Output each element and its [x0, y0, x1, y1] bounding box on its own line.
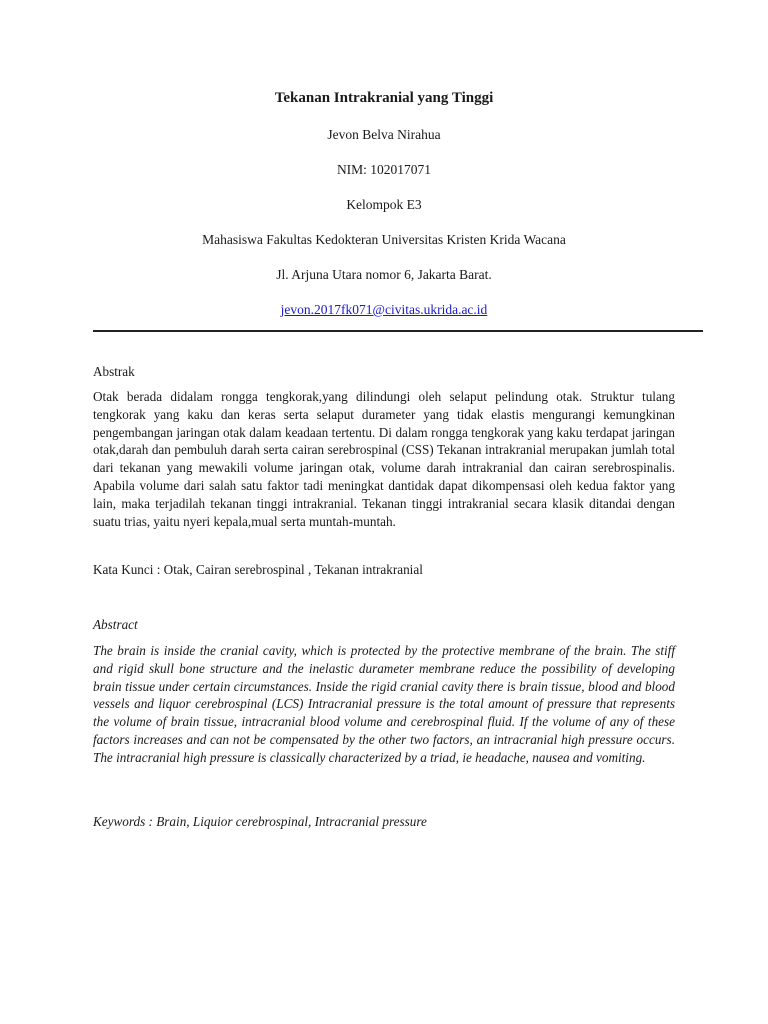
- student-id: NIM: 102017071: [336, 162, 432, 177]
- abstrak-body: Otak berada didalam rongga tengkorak,yang dilindungi oleh selaput pelindung otak. Struktur tulang tengkorak yang kaku dan keras serta selaput durameter yang tidak elastis mengurangi kemungkinan pengembangan jaringan otak dalam keadaan tertentu. Di dalam rongga tengkorak yang kaku terdapat jaringan otak,darah dan pembuluh darah serta cairan serebrospinal (CSS) Tekanan intrakranial merupakan jumlah total dari tekanan yang mewakili volume jaringan otak, volume darah intrakranial dan cairan serebrospinalis. Apabila volume dari salah satu faktor tadi meningkat dantidak dapat dikompensasi oleh kedua faktor yang lain, maka terjadilah tekanan tinggi intrakranial. Tekanan tinggi intrakranial secara klasik ditandai dengan suatu trias, yaitu nyeri kepala,mual serta muntah-muntah.: [93, 389, 675, 529]
- header-divider: [93, 330, 703, 332]
- author-email-link[interactable]: jevon.2017fk071@civitas.ukrida.ac.id: [280, 302, 488, 317]
- paper-title: Tekanan Intrakranial yang Tinggi: [274, 90, 494, 106]
- author-email-line: [0, 302, 768, 318]
- abstrak-heading: Abstrak: [93, 364, 135, 379]
- abstract-body: The brain is inside the cranial cavity, which is protected by the protective membrane of the brain. The stiff and rigid skull bone structure and the inelastic durameter membrane reduce the possibility of developing brain tissue under certain circumstances. Inside the rigid cranial cavity there is brain tissue, blood and blood vessels and liquor cerebrospinal (LCS) Intracranial pressure is the total amount of pressure that represents the volume of brain tissue, intracranial blood volume and cerebrospinal fluid. If the volume of any of these factors increases and can not be compensated by the other two factors, an intracranial high pressure occurs. The intracranial high pressure is classically characterized by a triad, ie headache, nausea and vomiting.: [93, 643, 675, 765]
- abstract-heading: Abstract: [93, 617, 138, 632]
- abstract-keywords: Keywords : Brain, Liquior cerebrospinal, Intracranial pressure: [93, 814, 427, 829]
- group-label: Kelompok E3: [346, 197, 422, 212]
- author-name: Jevon Belva Nirahua: [327, 127, 441, 142]
- address: Jl. Arjuna Utara nomor 6, Jakarta Barat.: [276, 267, 492, 282]
- abstrak-keywords: Kata Kunci : Otak, Cairan serebrospinal , Tekanan intrakranial: [93, 562, 423, 577]
- affiliation: Mahasiswa Fakultas Kedokteran Universitas Kristen Krida Wacana: [202, 232, 566, 247]
